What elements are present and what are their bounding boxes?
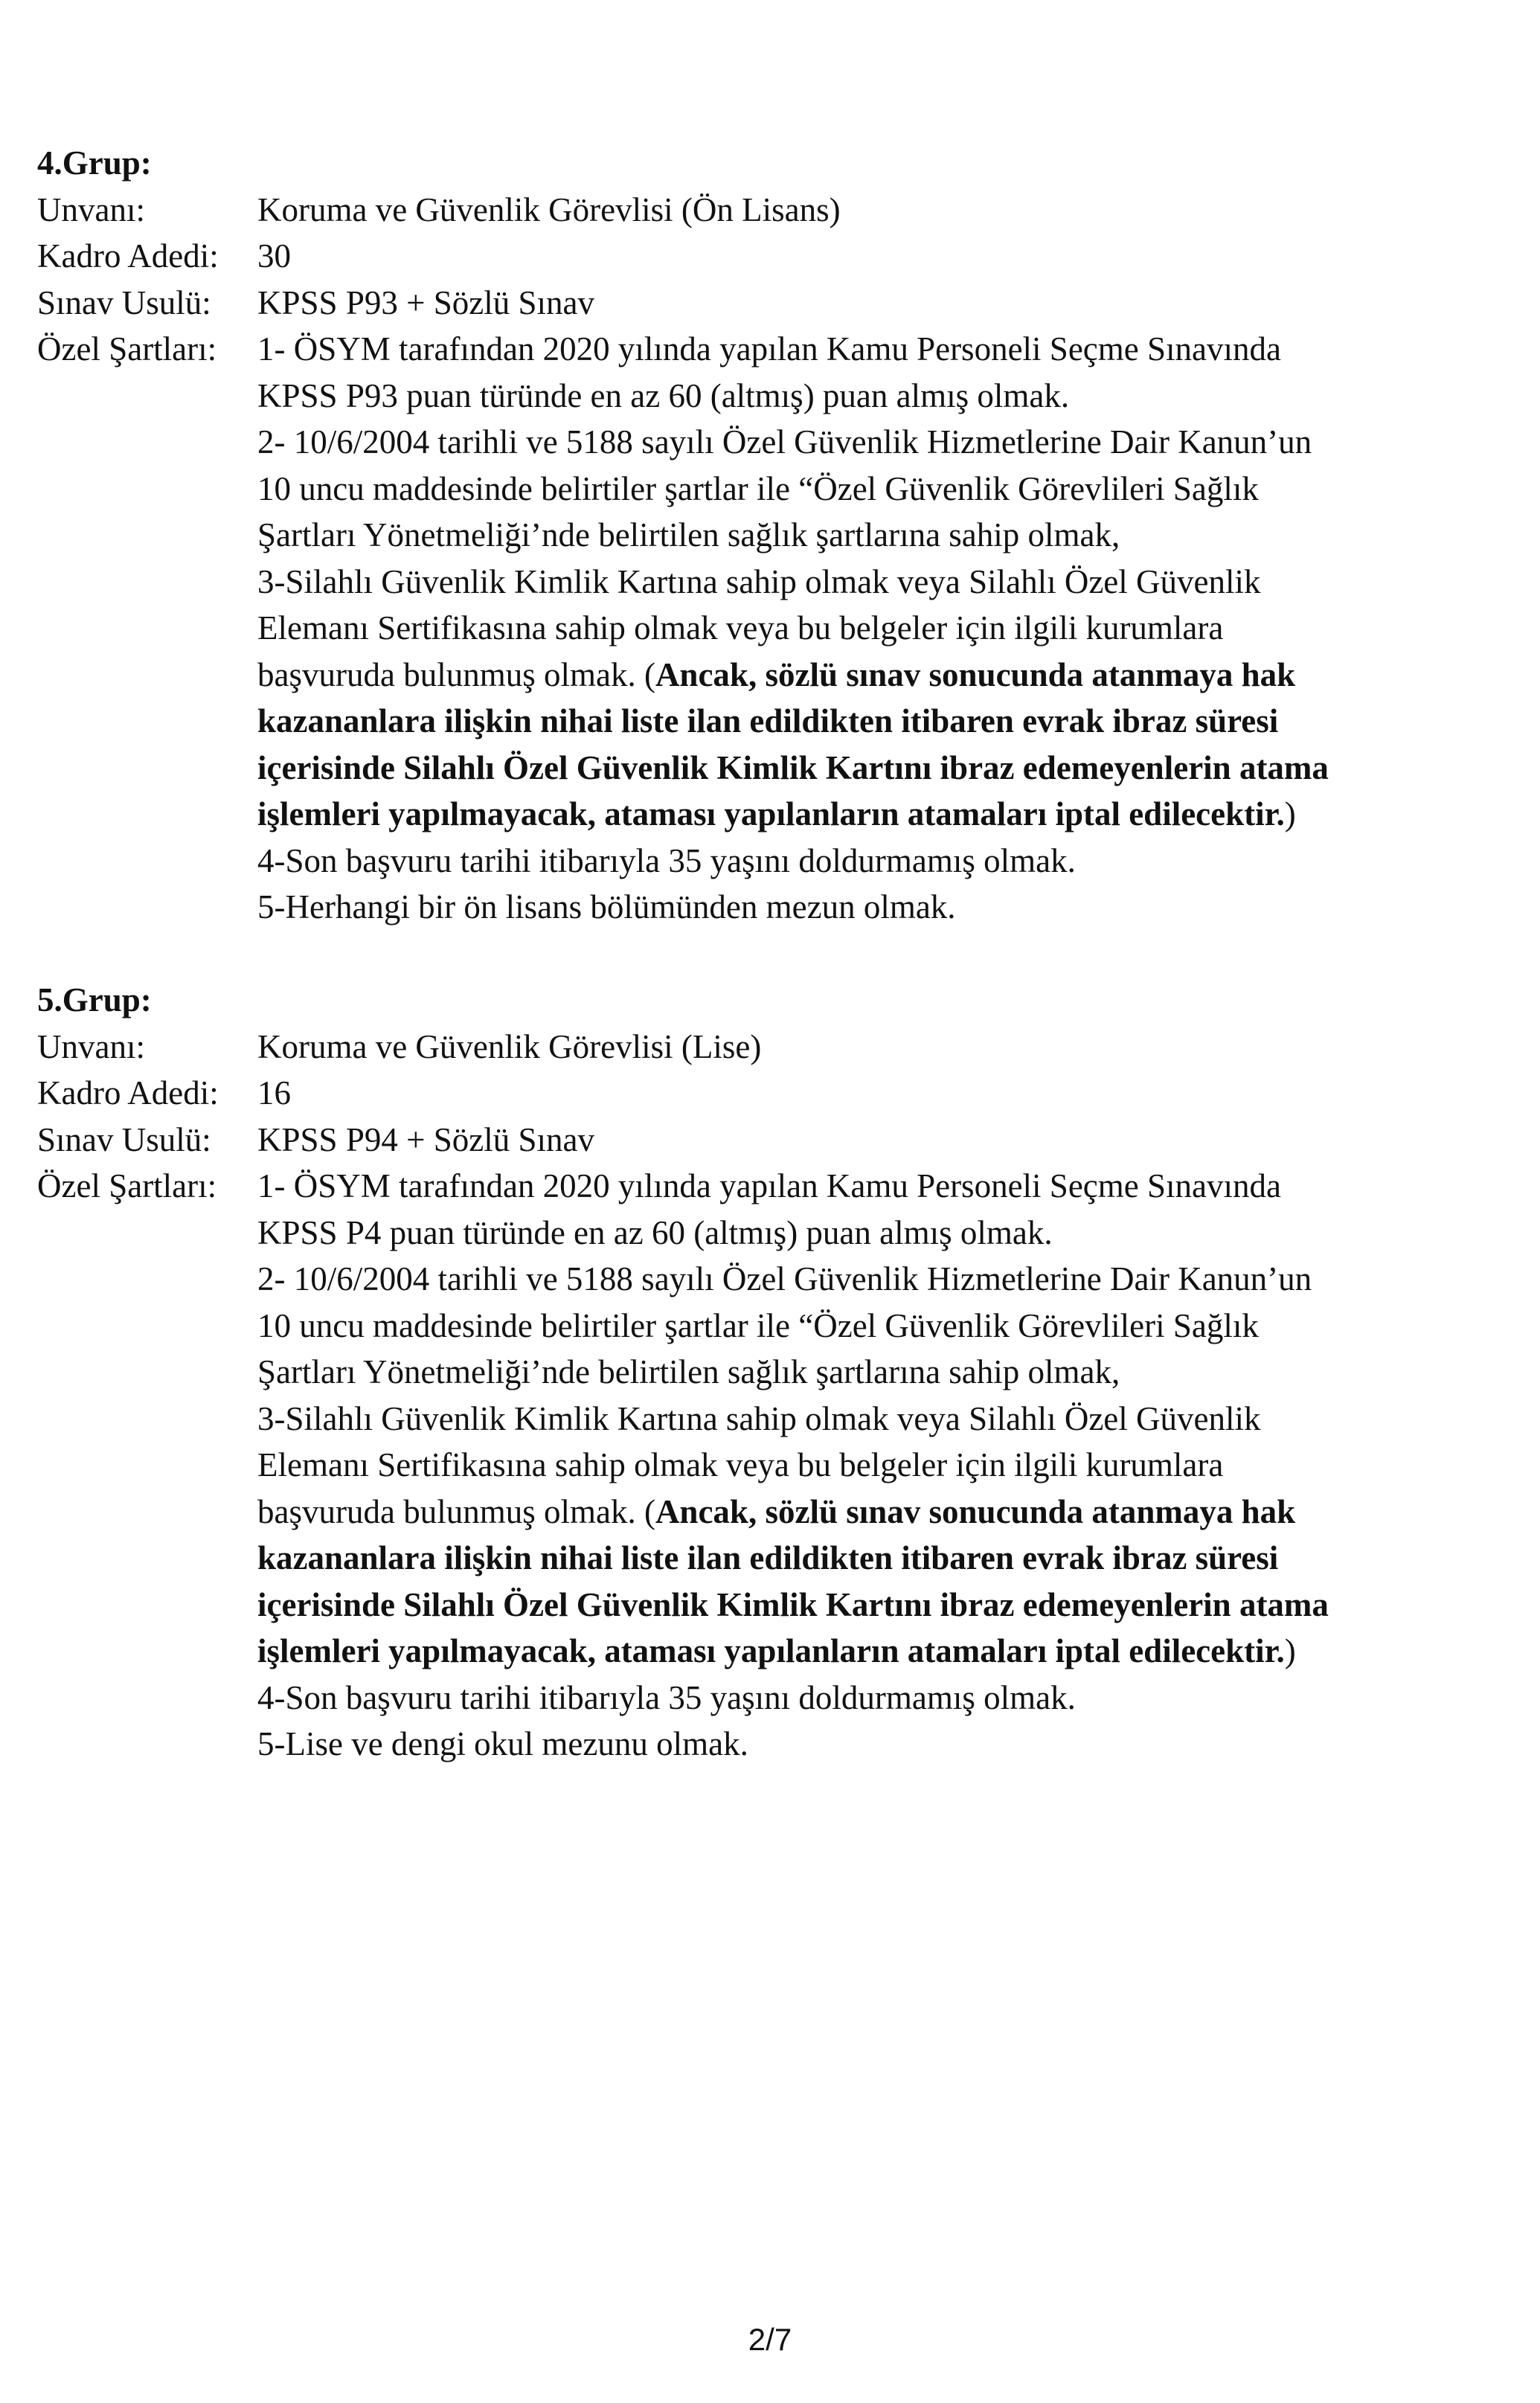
kadro-value: 30 <box>257 237 291 275</box>
condition-bold-note: işlemleri yapılmayacak, ataması yapılanların atamaları iptal edilecektir. <box>257 1632 1285 1669</box>
condition-line: Şartları Yönetmeliği’nde belirtilen sağlık şartlarına sahip olmak, <box>257 1353 1120 1390</box>
ozel-sartlar-row <box>37 326 1510 931</box>
unvan-label: Unvanı: <box>37 1027 145 1065</box>
condition-bold-note: Ancak, sözlü sınav sonucunda atanmaya hak <box>655 1492 1296 1530</box>
kadro-row <box>37 233 1510 280</box>
condition-line: 4-Son başvuru tarihi itibarıyla 35 yaşını doldurmamış olmak. <box>257 1678 1076 1716</box>
condition-bold-note: kazananlara ilişkin nihai liste ilan edildikten itibaren evrak ibraz süresi <box>257 702 1279 739</box>
group-5 <box>37 977 1510 1768</box>
ozel-sartlar-row <box>37 1163 1510 1768</box>
condition-line: 10 uncu maddesinde belirtiler şartlar ile “Özel Güvenlik Görevlileri Sağlık <box>257 469 1259 507</box>
document-body <box>37 140 1510 1768</box>
condition-line: 10 uncu maddesinde belirtiler şartlar ile “Özel Güvenlik Görevlileri Sağlık <box>257 1306 1259 1344</box>
condition-line: KPSS P4 puan türünde en az 60 (altmış) puan almış olmak. <box>257 1213 1053 1251</box>
condition-line: 1- ÖSYM tarafından 2020 yılında yapılan Kamu Personeli Seçme Sınavında <box>257 330 1281 368</box>
unvan-label: Unvanı: <box>37 190 145 228</box>
condition-line: 2- 10/6/2004 tarihli ve 5188 sayılı Özel Güvenlik Hizmetlerine Dair Kanun’un <box>257 423 1312 461</box>
condition-line: 5-Herhangi bir ön lisans bölümünden mezun olmak. <box>257 888 956 925</box>
condition-line <box>257 1489 1510 1536</box>
kadro-value: 16 <box>257 1074 291 1111</box>
condition-line: Elemanı Sertifikasına sahip olmak veya bu belgeler için ilgili kurumlara <box>257 609 1224 647</box>
condition-line <box>257 791 1510 838</box>
condition-line: 3-Silahlı Güvenlik Kimlik Kartına sahip olmak veya Silahlı Özel Güvenlik <box>257 1399 1261 1437</box>
condition-text: ) <box>1284 1632 1296 1669</box>
sinav-label: Sınav Usulü: <box>37 283 211 321</box>
unvan-value: Koruma ve Güvenlik Görevlisi (Lise) <box>257 1027 762 1065</box>
condition-line: KPSS P93 puan türünde en az 60 (altmış) puan almış olmak. <box>257 376 1070 414</box>
condition-bold-note: işlemleri yapılmayacak, ataması yapılanların atamaları iptal edilecektir. <box>257 795 1285 832</box>
condition-bold-note: kazananlara ilişkin nihai liste ilan edildikten itibaren evrak ibraz süresi <box>257 1539 1279 1576</box>
condition-line: 1- ÖSYM tarafından 2020 yılında yapılan Kamu Personeli Seçme Sınavında <box>257 1167 1281 1204</box>
ozel-sartlar-label: Özel Şartları: <box>37 330 217 368</box>
unvan-row <box>37 1024 1510 1071</box>
sinav-label: Sınav Usulü: <box>37 1120 211 1158</box>
unvan-row <box>37 187 1510 234</box>
condition-line <box>257 1628 1510 1675</box>
condition-bold-note: içerisinde Silahlı Özel Güvenlik Kimlik Kartını ibraz edemeyenlerin atama <box>257 748 1329 786</box>
condition-line: 5-Lise ve dengi okul mezunu olmak. <box>257 1725 748 1762</box>
group-title: 5.Grup: <box>37 981 152 1018</box>
condition-text: başvuruda bulunmuş olmak. ( <box>257 1492 655 1530</box>
condition-line: Elemanı Sertifikasına sahip olmak veya bu belgeler için ilgili kurumlara <box>257 1446 1224 1483</box>
ozel-sartlar-list <box>257 1163 1510 1768</box>
group-4 <box>37 140 1510 931</box>
kadro-label: Kadro Adedi: <box>37 237 219 275</box>
condition-line <box>257 652 1510 699</box>
sinav-row <box>37 1117 1510 1164</box>
ozel-sartlar-label: Özel Şartları: <box>37 1167 217 1204</box>
sinav-value: KPSS P93 + Sözlü Sınav <box>257 283 594 321</box>
condition-line: Şartları Yönetmeliği’nde belirtilen sağlık şartlarına sahip olmak, <box>257 516 1120 554</box>
condition-bold-note: Ancak, sözlü sınav sonucunda atanmaya hak <box>655 655 1296 693</box>
sinav-row <box>37 280 1510 327</box>
sinav-value: KPSS P94 + Sözlü Sınav <box>257 1120 594 1158</box>
condition-line: 4-Son başvuru tarihi itibarıyla 35 yaşını doldurmamış olmak. <box>257 841 1076 879</box>
kadro-label: Kadro Adedi: <box>37 1074 219 1111</box>
condition-line: 3-Silahlı Güvenlik Kimlik Kartına sahip olmak veya Silahlı Özel Güvenlik <box>257 562 1261 600</box>
kadro-row <box>37 1070 1510 1117</box>
group-title: 4.Grup: <box>37 144 152 182</box>
ozel-sartlar-list <box>257 326 1510 931</box>
condition-text: ) <box>1284 795 1296 832</box>
condition-text: başvuruda bulunmuş olmak. ( <box>257 655 655 693</box>
unvan-value: Koruma ve Güvenlik Görevlisi (Ön Lisans) <box>257 190 841 228</box>
condition-bold-note: içerisinde Silahlı Özel Güvenlik Kimlik Kartını ibraz edemeyenlerin atama <box>257 1585 1329 1623</box>
condition-line: 2- 10/6/2004 tarihli ve 5188 sayılı Özel Güvenlik Hizmetlerine Dair Kanun’un <box>257 1260 1312 1297</box>
page-number: 2/7 <box>748 2322 792 2357</box>
